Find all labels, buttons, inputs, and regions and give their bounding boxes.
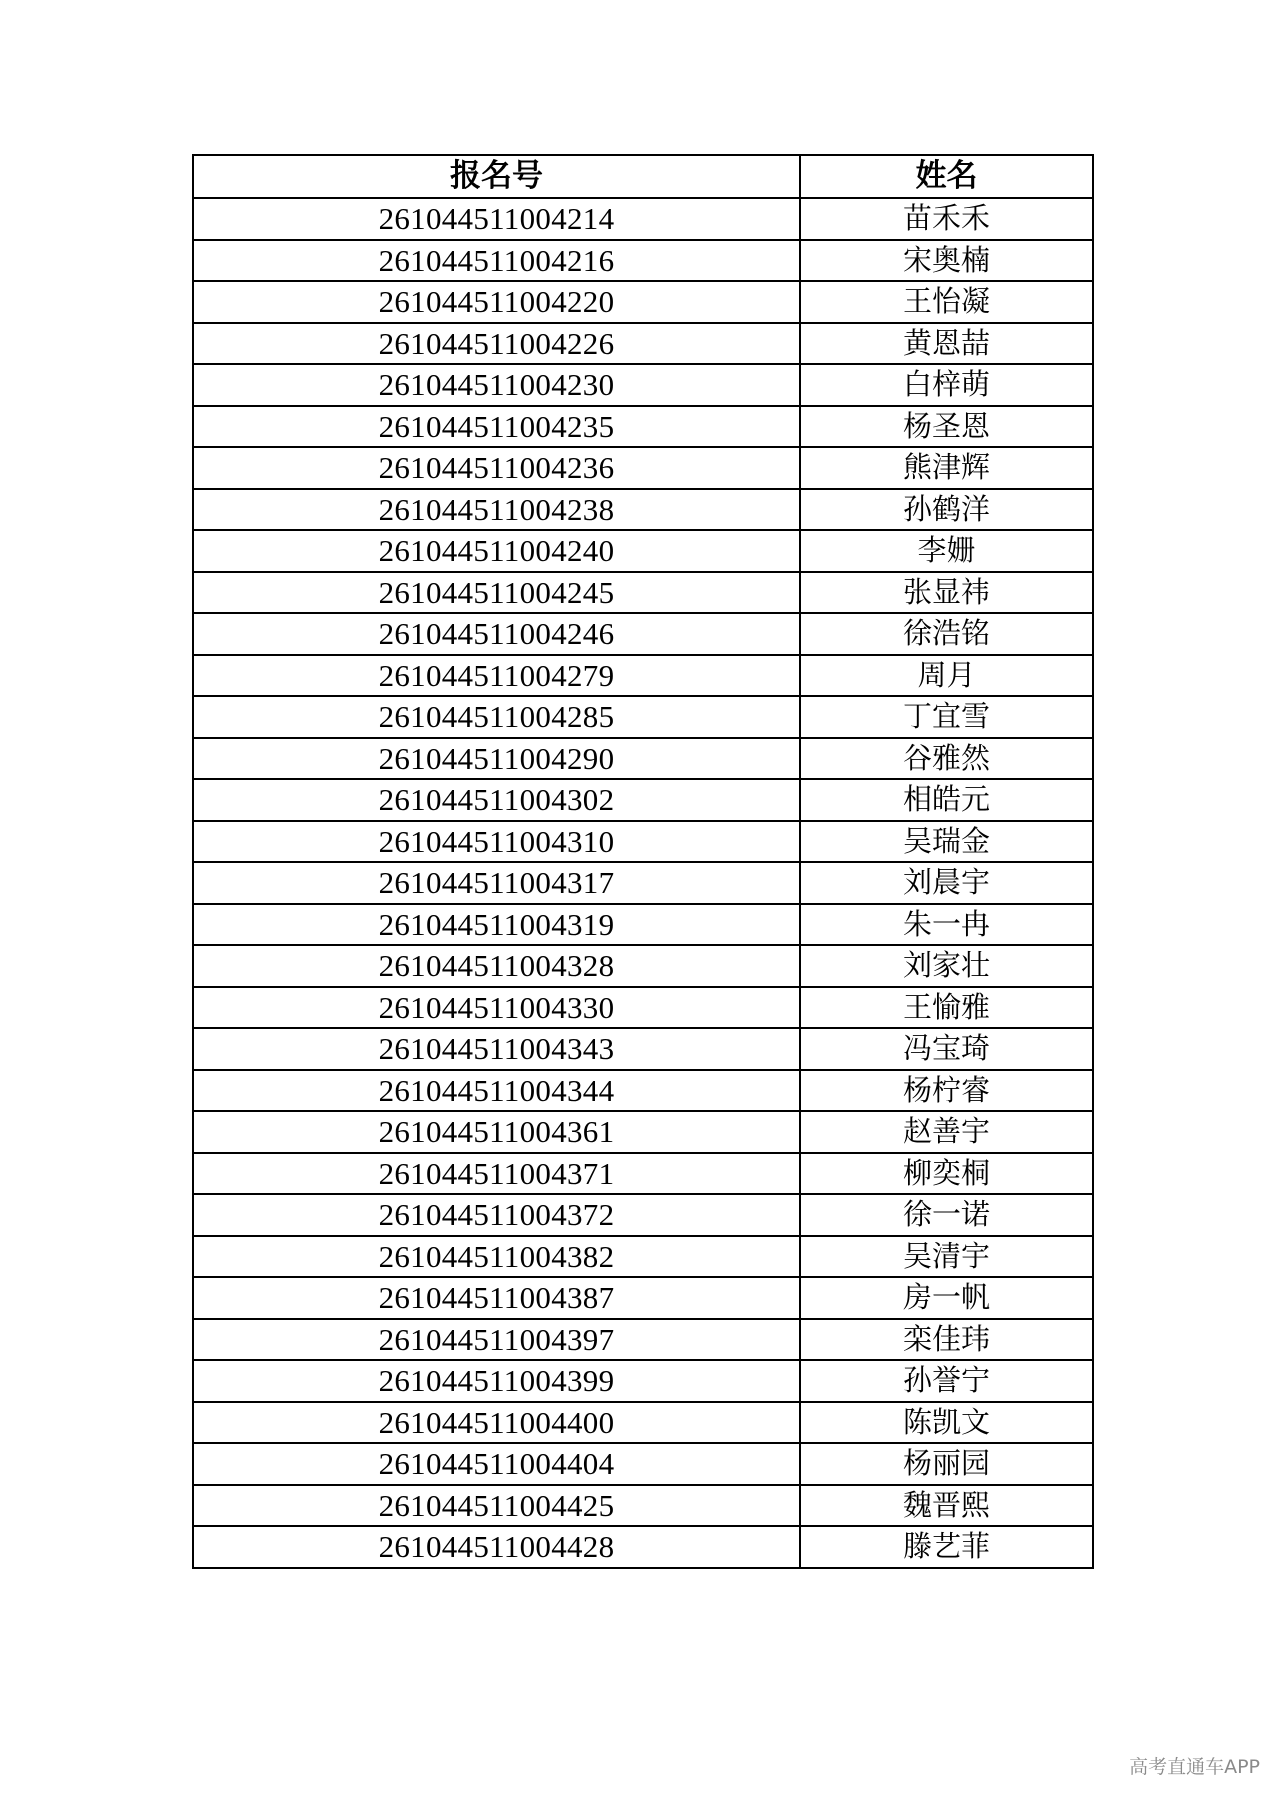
registration-number-cell: 261044511004290 (193, 738, 800, 780)
name-cell: 柳奕桐 (800, 1153, 1093, 1195)
table-row (193, 779, 1093, 821)
name-cell: 吴瑞金 (800, 821, 1093, 863)
registration-number-cell: 261044511004226 (193, 323, 800, 365)
registration-number-cell: 261044511004404 (193, 1443, 800, 1485)
roster-table (192, 154, 1094, 1569)
name-cell: 王愉雅 (800, 987, 1093, 1029)
watermark: 高考直通车APP (1129, 1756, 1260, 1778)
table-row (193, 1402, 1093, 1444)
registration-number-cell: 261044511004279 (193, 655, 800, 697)
name-cell: 魏晋熙 (800, 1485, 1093, 1527)
registration-number-cell: 261044511004236 (193, 447, 800, 489)
name-cell: 李姗 (800, 530, 1093, 572)
table-row (193, 945, 1093, 987)
name-cell: 宋奥楠 (800, 240, 1093, 282)
name-cell: 丁宜雪 (800, 696, 1093, 738)
table-row (193, 1070, 1093, 1112)
name-cell: 冯宝琦 (800, 1028, 1093, 1070)
registration-number-cell: 261044511004387 (193, 1277, 800, 1319)
table-row (193, 1360, 1093, 1402)
registration-number-cell: 261044511004319 (193, 904, 800, 946)
table-row (193, 1443, 1093, 1485)
registration-number-cell: 261044511004302 (193, 779, 800, 821)
registration-number-cell: 261044511004400 (193, 1402, 800, 1444)
name-cell: 徐浩铭 (800, 613, 1093, 655)
table-row (193, 281, 1093, 323)
name-cell: 吴清宇 (800, 1236, 1093, 1278)
name-cell: 苗禾禾 (800, 198, 1093, 240)
table-row (193, 613, 1093, 655)
registration-number-cell: 261044511004285 (193, 696, 800, 738)
name-cell: 杨柠睿 (800, 1070, 1093, 1112)
table-row (193, 489, 1093, 531)
registration-number-cell: 261044511004310 (193, 821, 800, 863)
name-cell: 杨圣恩 (800, 406, 1093, 448)
table-row (193, 323, 1093, 365)
name-cell: 周月 (800, 655, 1093, 697)
name-cell: 黄恩喆 (800, 323, 1093, 365)
table-row (193, 1526, 1093, 1568)
registration-number-cell: 261044511004220 (193, 281, 800, 323)
registration-number-cell: 261044511004344 (193, 1070, 800, 1112)
registration-number-cell: 261044511004397 (193, 1319, 800, 1361)
name-cell: 谷雅然 (800, 738, 1093, 780)
table-row (193, 1153, 1093, 1195)
registration-number-cell: 261044511004382 (193, 1236, 800, 1278)
registration-number-cell: 261044511004245 (193, 572, 800, 614)
table-row (193, 1194, 1093, 1236)
name-cell: 张显祎 (800, 572, 1093, 614)
name-cell: 滕艺菲 (800, 1526, 1093, 1568)
registration-number-cell: 261044511004330 (193, 987, 800, 1029)
column-header-registration-number: 报名号 (193, 155, 800, 198)
table-row (193, 655, 1093, 697)
name-cell: 栾佳玮 (800, 1319, 1093, 1361)
name-cell: 白梓萌 (800, 364, 1093, 406)
table-row (193, 1028, 1093, 1070)
column-header-name: 姓名 (800, 155, 1093, 198)
name-cell: 赵善宇 (800, 1111, 1093, 1153)
table-row (193, 364, 1093, 406)
registration-number-cell: 261044511004328 (193, 945, 800, 987)
table-header-row (193, 155, 1093, 198)
registration-number-cell: 261044511004238 (193, 489, 800, 531)
name-cell: 王怡凝 (800, 281, 1093, 323)
table-row (193, 821, 1093, 863)
table-row (193, 240, 1093, 282)
registration-number-cell: 261044511004317 (193, 862, 800, 904)
table-row (193, 1319, 1093, 1361)
registration-number-cell: 261044511004216 (193, 240, 800, 282)
name-cell: 孙鹤洋 (800, 489, 1093, 531)
name-cell: 徐一诺 (800, 1194, 1093, 1236)
table-row (193, 572, 1093, 614)
registration-number-cell: 261044511004372 (193, 1194, 800, 1236)
table-row (193, 696, 1093, 738)
table-row (193, 447, 1093, 489)
name-cell: 杨丽园 (800, 1443, 1093, 1485)
table-row (193, 530, 1093, 572)
table-row (193, 987, 1093, 1029)
table-row (193, 406, 1093, 448)
name-cell: 相皓元 (800, 779, 1093, 821)
registration-number-cell: 261044511004214 (193, 198, 800, 240)
name-cell: 陈凯文 (800, 1402, 1093, 1444)
registration-number-cell: 261044511004428 (193, 1526, 800, 1568)
name-cell: 刘晨宇 (800, 862, 1093, 904)
registration-number-cell: 261044511004425 (193, 1485, 800, 1527)
name-cell: 房一帆 (800, 1277, 1093, 1319)
registration-number-cell: 261044511004371 (193, 1153, 800, 1195)
table-body (193, 198, 1093, 1568)
table-row (193, 862, 1093, 904)
registration-number-cell: 261044511004361 (193, 1111, 800, 1153)
table-row (193, 738, 1093, 780)
registration-number-cell: 261044511004343 (193, 1028, 800, 1070)
table-row (193, 904, 1093, 946)
table-row (193, 1236, 1093, 1278)
table-row (193, 1277, 1093, 1319)
registration-number-cell: 261044511004399 (193, 1360, 800, 1402)
table-row (193, 1111, 1093, 1153)
name-cell: 刘家壮 (800, 945, 1093, 987)
registration-number-cell: 261044511004230 (193, 364, 800, 406)
table-row (193, 1485, 1093, 1527)
name-cell: 熊津辉 (800, 447, 1093, 489)
registration-number-cell: 261044511004246 (193, 613, 800, 655)
name-cell: 朱一冉 (800, 904, 1093, 946)
registration-number-cell: 261044511004235 (193, 406, 800, 448)
registration-number-cell: 261044511004240 (193, 530, 800, 572)
name-cell: 孙誉宁 (800, 1360, 1093, 1402)
table-row (193, 198, 1093, 240)
